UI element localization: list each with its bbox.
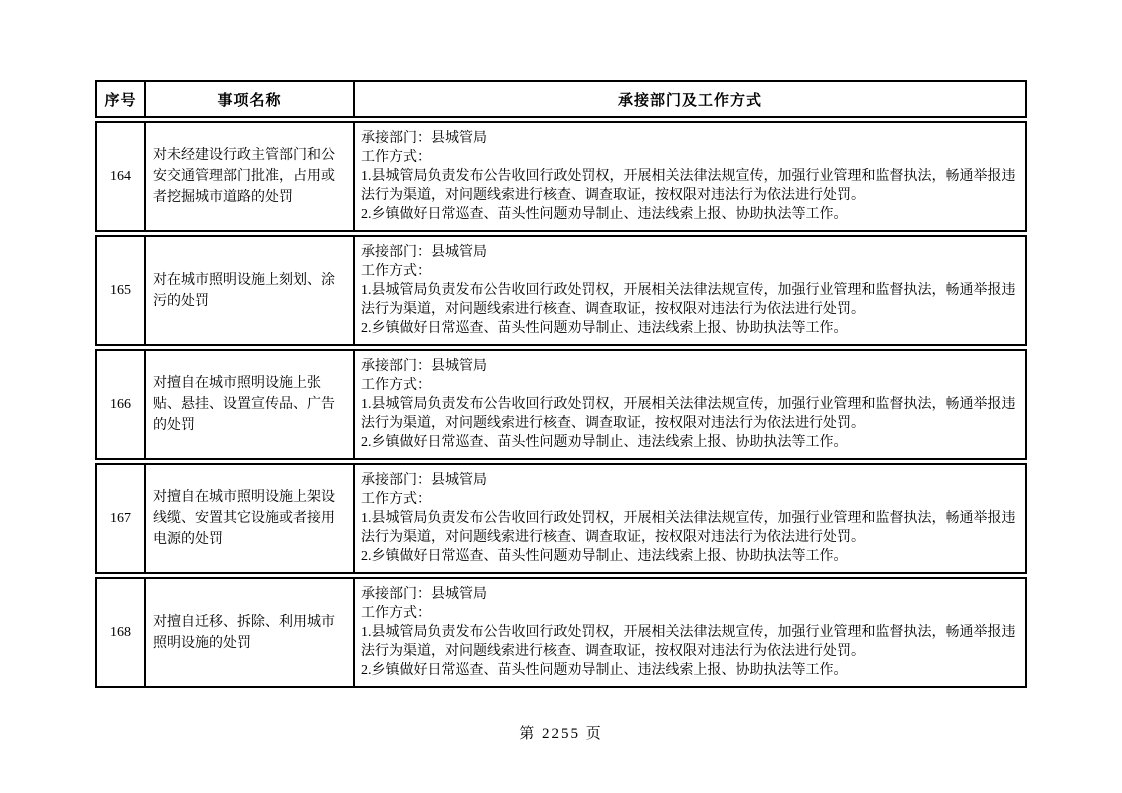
- header-seq-label: 序号: [104, 92, 137, 109]
- detail-method-item-1: 1.县城管局负责发布公告收回行政处罚权，开展相关法律法规宣传，加强行业管理和监督执法，畅通举报违法行为渠道，对问题线索进行核查、调查取证，按权限对违法行为依法进行处罚。: [361, 283, 1016, 317]
- table-row: [95, 349, 1027, 460]
- item-name-cell: [146, 465, 355, 572]
- table-row: [95, 235, 1027, 346]
- item-detail: [361, 129, 1019, 224]
- header-cell-seq: [97, 82, 146, 116]
- item-name: 对擅自在城市照明设施上架设线缆、安置其它设施或者接用电源的处罚: [153, 490, 335, 547]
- detail-method-label: 工作方式：: [361, 264, 431, 279]
- detail-method-item-2: 2.乡镇做好日常巡查、苗头性问题劝导制止、违法线索上报、协助执法等工作。: [361, 321, 848, 336]
- header-name-label: 事项名称: [217, 92, 282, 109]
- detail-department: 承接部门：县城管局: [361, 359, 487, 374]
- row-number-cell: [97, 465, 146, 572]
- detail-method-label: 工作方式：: [361, 492, 431, 507]
- detail-method-label: 工作方式：: [361, 378, 431, 393]
- item-detail: [361, 585, 1019, 680]
- item-name-cell: [146, 579, 355, 686]
- item-name-cell: [146, 123, 355, 230]
- item-name: 对擅自在城市照明设施上张贴、悬挂、设置宣传品、广告的处罚: [153, 376, 335, 433]
- item-detail-cell: [355, 237, 1025, 344]
- row-number-cell: [97, 237, 146, 344]
- table-row: [95, 577, 1027, 688]
- row-number-cell: [97, 123, 146, 230]
- detail-method-item-2: 2.乡镇做好日常巡查、苗头性问题劝导制止、违法线索上报、协助执法等工作。: [361, 549, 848, 564]
- detail-method-label: 工作方式：: [361, 606, 431, 621]
- item-detail: [361, 471, 1019, 566]
- row-number-cell: [97, 351, 146, 458]
- header-cell-dept: [355, 82, 1025, 116]
- item-detail-cell: [355, 465, 1025, 572]
- items-table: [95, 80, 1027, 688]
- row-number: 165: [110, 282, 131, 298]
- item-name: 对未经建设行政主管部门和公安交通管理部门批准，占用或者挖掘城市道路的处罚: [153, 148, 335, 205]
- item-detail: [361, 243, 1019, 338]
- item-name-cell: [146, 351, 355, 458]
- detail-method-item-1: 1.县城管局负责发布公告收回行政处罚权，开展相关法律法规宣传，加强行业管理和监督执法，畅通举报违法行为渠道，对问题线索进行核查、调查取证，按权限对违法行为依法进行处罚。: [361, 169, 1016, 203]
- detail-department: 承接部门：县城管局: [361, 473, 487, 488]
- item-detail-cell: [355, 579, 1025, 686]
- row-number: 164: [110, 168, 131, 184]
- detail-method-item-2: 2.乡镇做好日常巡查、苗头性问题劝导制止、违法线索上报、协助执法等工作。: [361, 663, 848, 678]
- detail-department: 承接部门：县城管局: [361, 245, 487, 260]
- row-number-cell: [97, 579, 146, 686]
- detail-method-item-1: 1.县城管局负责发布公告收回行政处罚权，开展相关法律法规宣传，加强行业管理和监督执法，畅通举报违法行为渠道，对问题线索进行核查、调查取证，按权限对违法行为依法进行处罚。: [361, 625, 1016, 659]
- item-detail: [361, 357, 1019, 452]
- item-name: 对在城市照明设施上刻划、涂污的处罚: [153, 272, 335, 309]
- item-detail-cell: [355, 351, 1025, 458]
- table-row: [95, 463, 1027, 574]
- item-name: 对擅自迁移、拆除、利用城市照明设施的处罚: [153, 614, 335, 651]
- table-row: [95, 121, 1027, 232]
- detail-method-label: 工作方式：: [361, 150, 431, 165]
- detail-department: 承接部门：县城管局: [361, 131, 487, 146]
- detail-method-item-2: 2.乡镇做好日常巡查、苗头性问题劝导制止、违法线索上报、协助执法等工作。: [361, 435, 848, 450]
- detail-method-item-2: 2.乡镇做好日常巡查、苗头性问题劝导制止、违法线索上报、协助执法等工作。: [361, 207, 848, 222]
- row-number: 167: [110, 510, 131, 526]
- row-number: 168: [110, 624, 131, 640]
- item-detail-cell: [355, 123, 1025, 230]
- detail-department: 承接部门：县城管局: [361, 587, 487, 602]
- row-number: 166: [110, 396, 131, 412]
- header-dept-label: 承接部门及工作方式: [617, 92, 762, 109]
- table-header-row: [95, 80, 1027, 118]
- detail-method-item-1: 1.县城管局负责发布公告收回行政处罚权，开展相关法律法规宣传，加强行业管理和监督执法，畅通举报违法行为渠道，对问题线索进行核查、调查取证，按权限对违法行为依法进行处罚。: [361, 397, 1016, 431]
- header-cell-name: [146, 82, 355, 116]
- item-name-cell: [146, 237, 355, 344]
- page-number: 第 2255 页: [519, 726, 603, 742]
- detail-method-item-1: 1.县城管局负责发布公告收回行政处罚权，开展相关法律法规宣传，加强行业管理和监督执法，畅通举报违法行为渠道，对问题线索进行核查、调查取证，按权限对违法行为依法进行处罚。: [361, 511, 1016, 545]
